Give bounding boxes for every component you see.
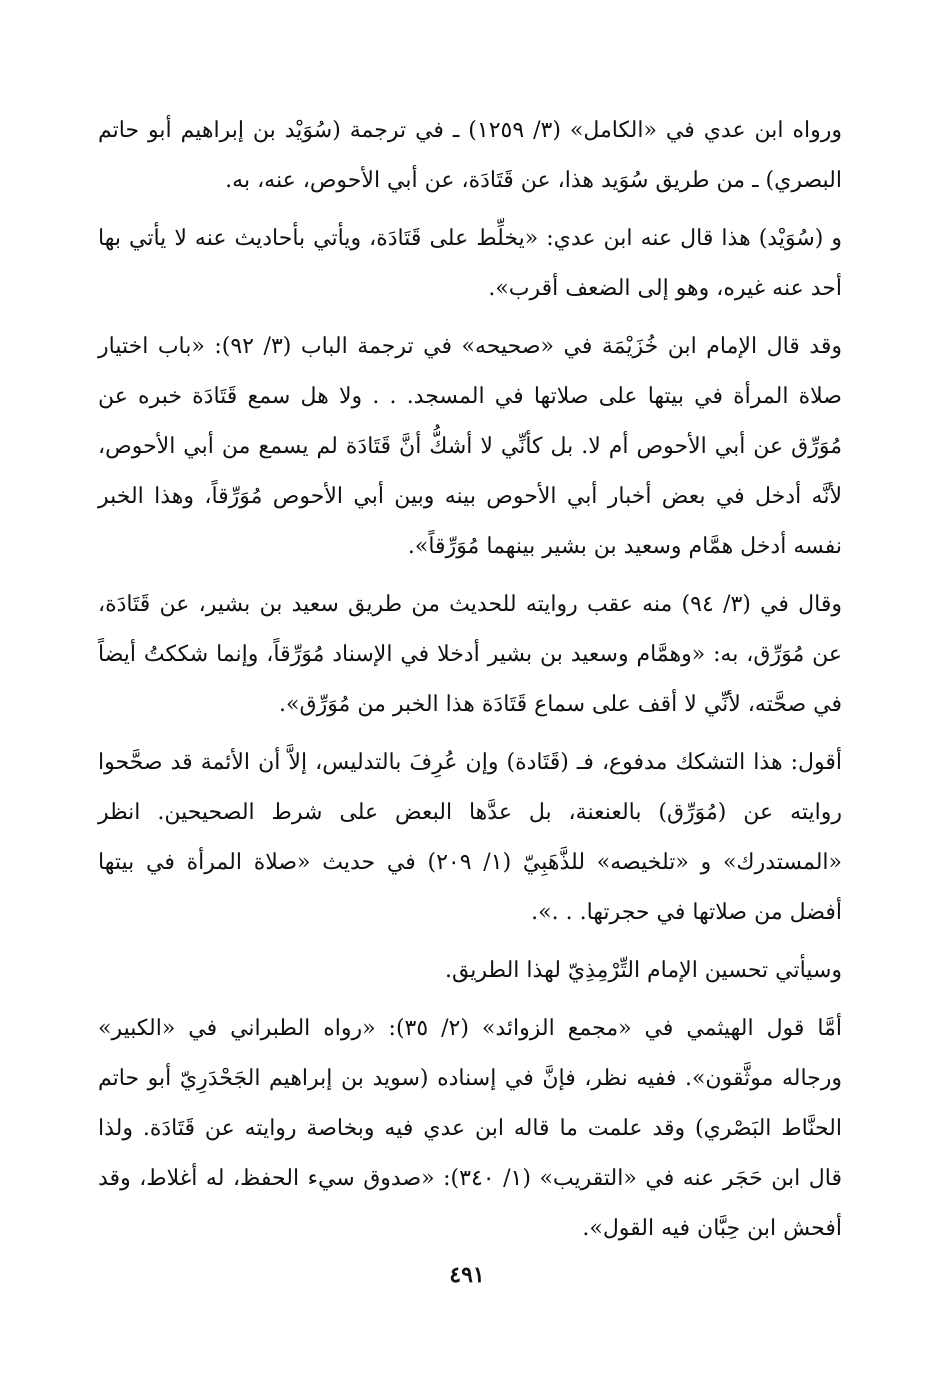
body-text <box>98 106 842 1262</box>
paragraph-6: وسيأتي تحسين الإمام التِّرْمِذِيّ لهذا الطريق. <box>444 958 842 983</box>
paragraph-3: وقد قال الإمام ابن خُزَيْمَة في «صحيحه» في ترجمة الباب (٣/ ٩٢): «باب اختيار صلاة المرأة في بيتها على صلاتها في المسجد. . . ولا هل سمع قَتَادَة خبره عن مُوَرِّق عن أبي الأحوص أم لا. بل كأنِّي لا أشكُّ أنَّ قَتَادَة لم يسمع من أبي الأحوص، لأنَّه أدخل في بعض أخبار أبي الأحوص بينه وبين أبي الأحوص مُوَرِّقاً، وهذا الخبر نفسه أدخل همَّام وسعيد بن بشير بينهما مُوَرِّقاً». <box>98 334 842 559</box>
paragraph-2: و (سُوَيْد) هذا قال عنه ابن عدي: «يخلِّط على قَتَادَة، ويأتي بأحاديث عنه لا يأتي بها أحد عنه غيره، وهو إلى الضعف أقرب». <box>98 226 842 301</box>
paragraph-7: أمَّا قول الهيثمي في «مجمع الزوائد» (٢/ ٣٥): «رواه الطبراني في «الكبير» ورجاله موثَّقون». ففيه نظر، فإنَّ في إسناده (سويد بن إبراهيم الجَحْدَرِيّ أبو حاتم الحنَّاط البَصْري) وقد علمت ما قاله ابن عدي فيه وبخاصة روايته عن قَتَادَة. ولذا قال ابن حَجَر عنه في «التقريب» (١/ ٣٤٠): «صدوق سيء الحفظ، له أغلاط، وقد أفحش ابن حِبَّان فيه القول». <box>98 1016 842 1241</box>
paragraph-5: أقول: هذا التشكك مدفوع، فـ (قَتَادة) وإن عُرِفَ بالتدليس، إلاَّ أن الأئمة قد صحَّحوا روايته عن (مُوَرِّق) بالعنعنة، بل عدَّها البعض على شرط الصحيحين. انظر «المستدرك» و «تلخيصه» للذَّهَبِيّ (١/ ٢٠٩) في حديث «صلاة المرأة في بيتها أفضل من صلاتها في حجرتها. . .». <box>98 750 842 925</box>
page-number: ٤٩١ <box>449 1262 485 1288</box>
paragraph-4: وقال في (٣/ ٩٤) منه عقب روايته للحديث من طريق سعيد بن بشير، عن قَتَادَة، عن مُوَرِّق، به: «وهمَّام وسعيد بن بشير أدخلا في الإسناد مُوَرِّقاً، وإنما شككتُ أيضاً في صحَّته، لأنِّي لا أقف على سماع قَتَادَة هذا الخبر من مُوَرِّق». <box>98 592 842 717</box>
paragraph-1: ورواه ابن عدي في «الكامل» (٣/ ١٢٥٩) ـ في ترجمة (سُوَيْد بن إبراهيم أبو حاتم البصري) ـ من طريق سُوَيد هذا، عن قَتَادَة، عن أبي الأحوص، عنه، به. <box>98 118 843 193</box>
